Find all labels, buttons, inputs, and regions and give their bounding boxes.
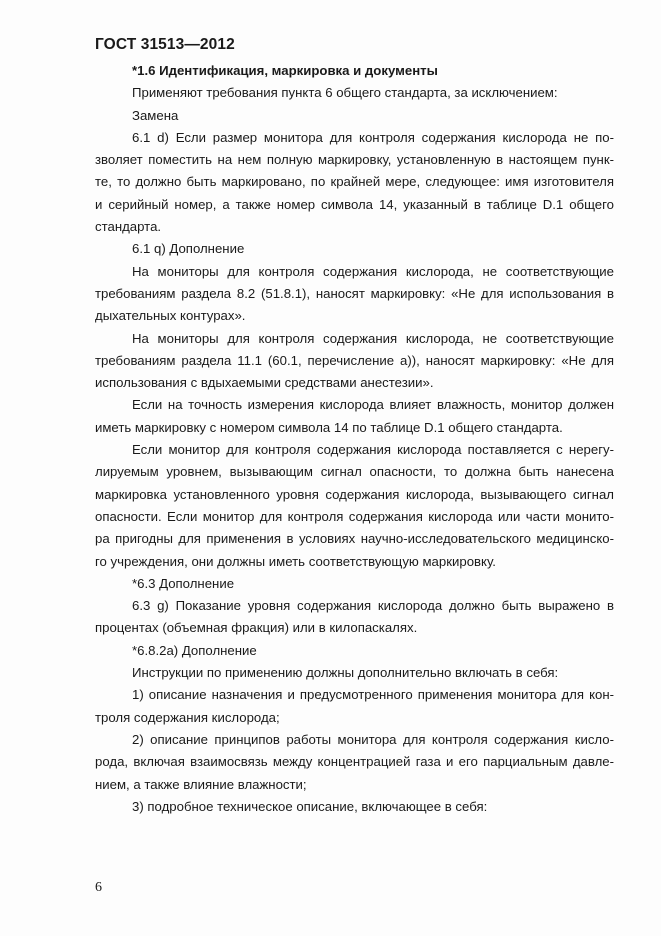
paragraph-line: зволяет поместить на нем полную маркировку, установленную в настоящем пунк- <box>95 152 614 168</box>
section-heading: *1.6 Идентификация, маркировка и документы <box>132 63 438 78</box>
document-header: ГОСТ 31513—2012 <box>95 36 235 53</box>
page-number: 6 <box>95 880 102 895</box>
list-item-line: 3) подробное техническое описание, включающее в себя: <box>132 798 488 814</box>
paragraph-line: те, то должно быть маркировано, по крайней мере, следующее: имя изготовителя <box>95 174 614 190</box>
subheading: Замена <box>132 107 179 123</box>
paragraph-line: ра пригодны для применения в условиях научно-исследовательского медицинско- <box>95 531 614 547</box>
paragraph-line: и серийный номер, а также номер символа 14, указанный в таблице D.1 общего <box>95 196 614 212</box>
paragraph-line: На мониторы для контроля содержания кислорода, не соответствующие <box>132 330 614 346</box>
paragraph-line: Если на точность измерения кислорода влияет влажность, монитор должен <box>132 397 614 413</box>
paragraph-line: дыхательных контурах». <box>95 308 246 324</box>
list-item-line: нием, а также влияние влажности; <box>95 776 307 792</box>
document-body <box>95 60 614 818</box>
paragraph-line: Применяют требования пункта 6 общего стандарта, за исключением: <box>132 85 558 101</box>
list-item-line: троля содержания кислорода; <box>95 709 280 725</box>
paragraph-line: лируемым уровнем, вызывающим сигнал опасности, то должна быть нанесена <box>95 464 614 480</box>
paragraph-line: 6.3 g) Показание уровня содержания кислорода должно быть выражено в <box>132 598 614 614</box>
paragraph-line: требованиям раздела 8.2 (51.8.1), наносят маркировку: «Не для использования в <box>95 285 614 301</box>
paragraph-line: требованиям раздела 11.1 (60.1, перечисление a)), наносят маркировку: «Не для <box>95 352 614 368</box>
subheading: *6.8.2a) Дополнение <box>132 642 257 658</box>
paragraph-line: Если монитор для контроля содержания кислорода поставляется с нерегу- <box>132 442 614 458</box>
subheading: 6.1 q) Дополнение <box>132 241 245 257</box>
paragraph-line: Инструкции по применению должны дополнительно включать в себя: <box>132 665 559 681</box>
list-item-line: 1) описание назначения и предусмотренного применения монитора для кон- <box>132 687 614 703</box>
paragraph-line: иметь маркировку с номером символа 14 по таблице D.1 общего стандарта. <box>95 419 563 435</box>
paragraph-line: На мониторы для контроля содержания кислорода, не соответствующие <box>132 263 614 279</box>
paragraph-line: стандарта. <box>95 219 162 235</box>
paragraph-line: опасности. Если монитор для контроля содержания кислорода или части монито- <box>95 508 614 524</box>
paragraph-line: процентах (объемная фракция) или в килопаскалях. <box>95 620 418 636</box>
paragraph-line: 6.1 d) Если размер монитора для контроля содержания кислорода не по- <box>132 129 614 145</box>
paragraph-line: использования с вдыхаемыми средствами анестезии». <box>95 375 434 391</box>
paragraph-line: маркировка установленного уровня содержания кислорода, вызывающего сигнал <box>95 486 614 502</box>
list-item-line: 2) описание принципов работы монитора для контроля содержания кисло- <box>132 731 614 747</box>
list-item-line: рода, включая взаимосвязь между концентрацией газа и его парциальным давле- <box>95 754 614 770</box>
paragraph-line: го учреждения, они должны иметь соответствующую маркировку. <box>95 553 496 569</box>
subheading: *6.3 Дополнение <box>132 575 235 591</box>
